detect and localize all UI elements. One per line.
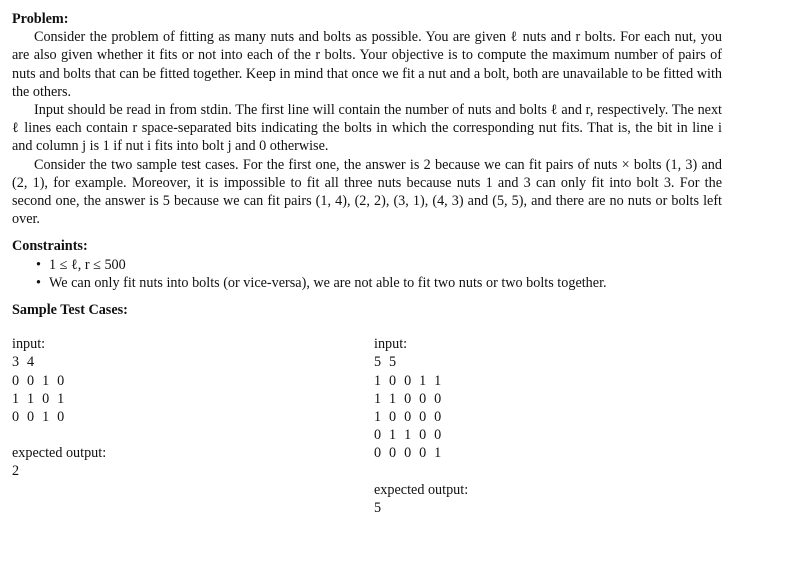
samples-heading: Sample Test Cases: (12, 302, 128, 319)
constraints-section (12, 237, 722, 292)
problem-paragraph-3: Consider the two sample test cases. For the first one, the answer is 2 because we can fit pairs of nuts × bolts (1, 3) and (2, 1), for example. Moreover, it is impossible to fit all three nuts because nuts 1 and 3 can only fit into bolt 3. For the second one, the answer is 5 because we can fit pairs (1, 4), (2, 2), (3, 1), (4, 3) and (5, 5), and there are no nuts or bolts left over. (12, 156, 722, 228)
constraint-item-fit-rule: • We can only fit nuts into bolts (or vice-versa), we are not able to fit two nuts or two bolts together. (36, 274, 722, 292)
sample-case-1 (12, 335, 312, 480)
problem-paragraph-1: Consider the problem of fitting as many nuts and bolts as possible. You are given ℓ nuts and r bolts. For each nut, you are also given whether it fits or not into each of the r bolts. Your objective is to compute the maximum number of pairs of nuts and bolts that can be fitted together. Keep in mind that once we fit a nut and a bolt, both are unavailable to be fitted with the others. (12, 29, 722, 100)
case-output-label: expected output: (12, 445, 107, 462)
sample-cases (12, 335, 722, 565)
case-input-line: 0 0 1 0 (12, 372, 67, 389)
case-input-line: 3 4 (12, 354, 37, 371)
case-input-line: 0 1 1 0 0 (374, 427, 444, 444)
case-output-value: 5 (374, 499, 382, 516)
case-input-line: 0 0 1 0 (12, 409, 67, 426)
case-input-label: input: (374, 336, 408, 353)
case-input-line: 1 0 0 1 1 (374, 372, 444, 389)
problem-heading: Problem: (12, 11, 69, 27)
constraint-item-range: • 1 ≤ ℓ, r ≤ 500 (36, 256, 722, 274)
case-input-line: 1 0 0 0 0 (374, 409, 444, 426)
document-page (12, 10, 722, 565)
sample-case-2 (374, 335, 674, 517)
case-input-label: input: (12, 336, 46, 353)
case-input-line: 5 5 (374, 354, 399, 371)
case-output-value: 2 (12, 463, 20, 480)
constraints-list (12, 256, 722, 292)
case-input-line: 1 1 0 0 0 (374, 390, 444, 407)
case-output-label: expected output: (374, 481, 469, 498)
case-input-line: 0 0 0 0 1 (374, 445, 444, 462)
constraints-heading: Constraints: (12, 238, 88, 255)
problem-paragraph-2: Input should be read in from stdin. The first line will contain the number of nuts and bolts ℓ and r, respectively. The next ℓ lines each contain r space-separated bits indicating the bolts in which the corresponding nut fits. That is, the bit in line i and column j is 1 if nut i fits into bolt j and 0 otherwise. (12, 102, 722, 155)
samples-section (12, 301, 722, 565)
case-input-line: 1 1 0 1 (12, 390, 67, 407)
